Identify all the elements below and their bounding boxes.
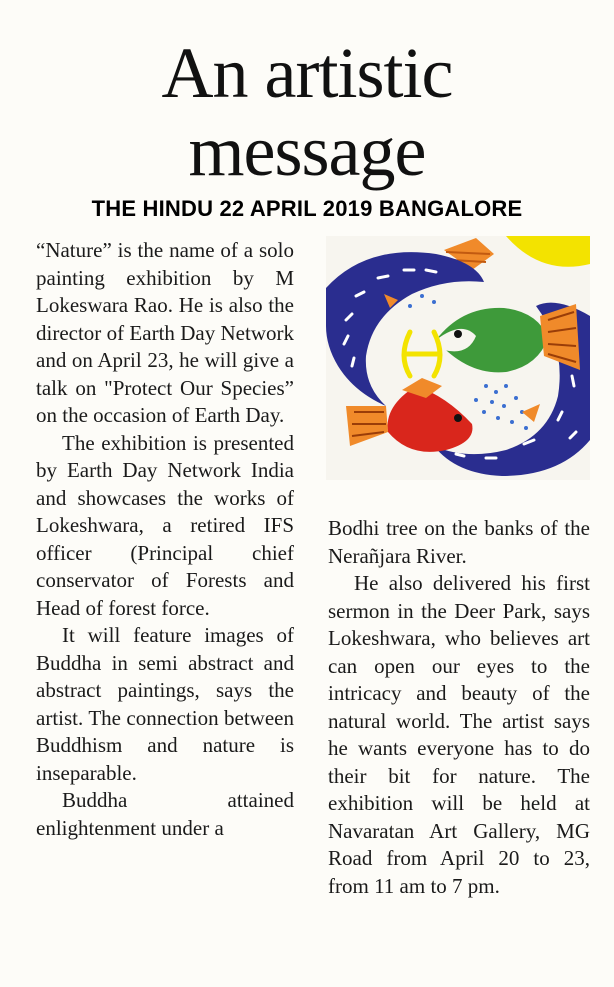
- paragraph-3: It will feature images of Buddha in semi abstract and abstract paintings, says the artist. The connection between Buddhism and nature is inseparable.: [36, 623, 294, 785]
- article-left-column: [36, 237, 294, 842]
- headline-line-1: An artistic: [161, 33, 453, 113]
- paragraph-6: He also delivered his first sermon in the Deer Park, says Lokeshwara, who believes art can open our eyes to the intricacy and beauty of the natural world. The artist says he wants everyone has to do their bit for nature. The exhibition will be held at Navaratan Art Gallery, MG Road from April 20 to 23, from 11 am to 7 pm.: [328, 571, 590, 898]
- fish-painting-svg: [326, 236, 590, 480]
- article-right-column: [328, 515, 590, 900]
- paragraph-2: The exhibition is presented by Earth Day Network India and showcases the works of Lokeshwara, a retired IFS officer (Principal chief conservator of Forests and Head of forest force.: [36, 430, 294, 620]
- headline-line-2: message: [188, 111, 426, 191]
- paragraph-1: “Nature” is the name of a solo painting exhibition by M Lokeswara Rao. He is also the director of Earth Day Network and on April 23, he will give a talk on "Protect Our Species” on the occasion of Earth Day.: [36, 238, 294, 427]
- two-fish-painting-icon: [326, 236, 590, 480]
- dateline: THE HINDU 22 APRIL 2019 BANGALORE: [91, 196, 523, 221]
- paragraph-4: Buddha attained enlightenment under a: [36, 788, 294, 840]
- paragraph-5: Bodhi tree on the banks of the Nerañjara River.: [328, 516, 590, 568]
